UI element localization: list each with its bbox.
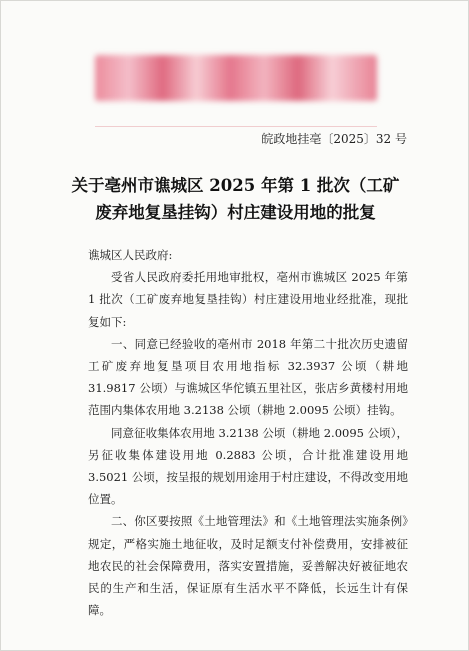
- paragraph-item-1: 一、同意已经验收的亳州市 2018 年第二十批次历史遗留工矿废弃地复垦项目农用地指标 32.3937 公顷（耕地 31.9817 公顷）与谯城区华佗镇五里社区，张店乡黄楼村用地范围内集体农用地 3.2138 公顷（耕地 2.0095 公顷）挂钩。: [88, 336, 408, 418]
- paragraph-item-1-continued: 同意征收集体农用地 3.2138 公顷（耕地 2.0095 公顷），另征收集体建设用地 0.2883 公顷，合计批准建设用地 3.5021 公顷，按呈报的规划用途用于村庄建设，不得改变用地位置。: [88, 425, 408, 507]
- paragraph-intro: 受省人民政府委托用地审批权，亳州市谯城区 2025 年第 1 批次（工矿废弃地复垦挂钩）村庄建设用地业经批准，现批复如下:: [88, 270, 408, 329]
- letterhead-rule: [95, 126, 377, 127]
- paragraph-item-2: 二、你区要按照《土地管理法》和《土地管理法实施条例》规定，严格实施土地征收，及时足额支付补偿费用，安排被征地农民的社会保障费用，落实安置措施，妥善解决好被征地农民的生产和生活，保证原有生活水平不降低，长远生计有保障。: [88, 514, 408, 618]
- redacted-letterhead: [95, 55, 377, 101]
- document-body: [88, 244, 408, 621]
- addressee: 谯城区人民政府:: [88, 248, 173, 262]
- document-title-line-1: 关于亳州市谯城区 2025 年第 1 批次（工矿: [71, 176, 400, 195]
- document-title-line-2: 废弃地复垦挂钩）村庄建设用地的批复: [95, 203, 376, 222]
- document-number: 皖政地挂亳〔2025〕32 号: [261, 132, 407, 146]
